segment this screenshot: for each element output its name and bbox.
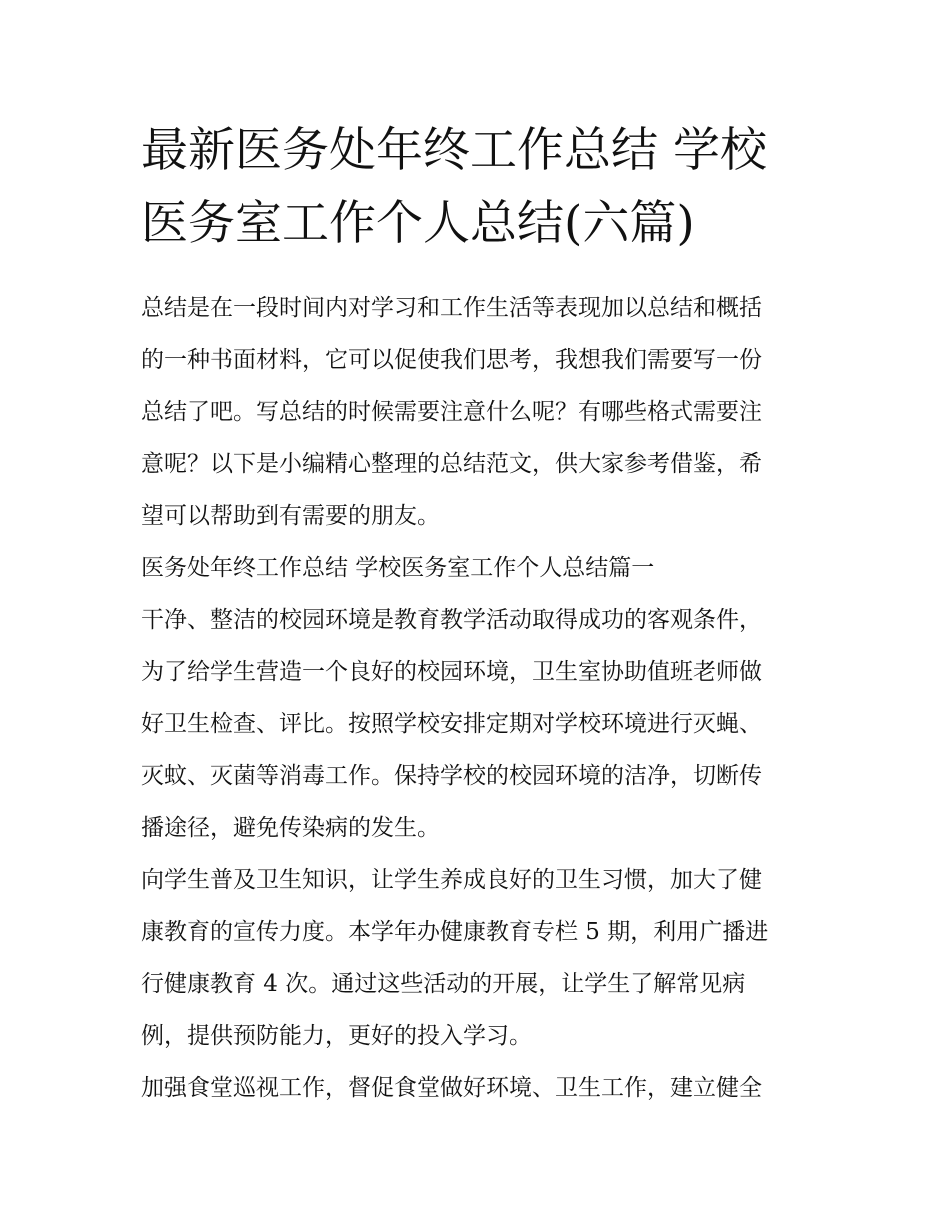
text-line: 望可以帮助到有需要的朋友。 (141, 503, 440, 529)
paragraph-3 (141, 1062, 821, 1114)
text-line: 康教育的宣传力度。本学年办健康教育专栏 5 期，利用广播进 (141, 919, 769, 945)
text-line: 播途径，避免传染病的发生。 (141, 815, 440, 841)
text-line: 总结了吧。写总结的时候需要注意什么呢？有哪些格式需要注 (141, 399, 762, 425)
section-heading: 医务处年终工作总结 学校医务室工作个人总结篇一 (141, 555, 655, 581)
title-line: 医务室工作个人总结(六篇) (141, 196, 695, 251)
text-line: 灭蚊、灭菌等消毒工作。保持学校的校园环境的洁净，切断传 (141, 763, 762, 789)
intro-paragraph (141, 282, 821, 542)
paragraph-2 (141, 854, 821, 1062)
text-line: 意呢？以下是小编精心整理的总结范文，供大家参考借鉴，希 (141, 451, 762, 477)
text-line: 为了给学生营造一个良好的校园环境，卫生室协助值班老师做 (141, 659, 762, 685)
title-line: 最新医务处年终工作总结 学校 (141, 123, 767, 178)
text-line: 加强食堂巡视工作，督促食堂做好环境、卫生工作，建立健全 (141, 1075, 762, 1101)
paragraph-1 (141, 594, 821, 854)
document-title (141, 114, 831, 260)
text-line: 好卫生检查、评比。按照学校安排定期对学校环境进行灭蝇、 (141, 711, 762, 737)
text-line: 行健康教育 4 次。通过这些活动的开展，让学生了解常见病 (141, 971, 746, 997)
text-line: 例，提供预防能力，更好的投入学习。 (141, 1023, 532, 1049)
text-line: 总结是在一段时间内对学习和工作生活等表现加以总结和概括 (141, 295, 762, 321)
text-line: 向学生普及卫生知识，让学生养成良好的卫生习惯，加大了健 (141, 867, 762, 893)
text-line: 的一种书面材料，它可以促使我们思考，我想我们需要写一份 (141, 347, 762, 373)
text-line: 干净、整洁的校园环境是教育教学活动取得成功的客观条件， (141, 607, 762, 633)
document-body (141, 282, 821, 1114)
